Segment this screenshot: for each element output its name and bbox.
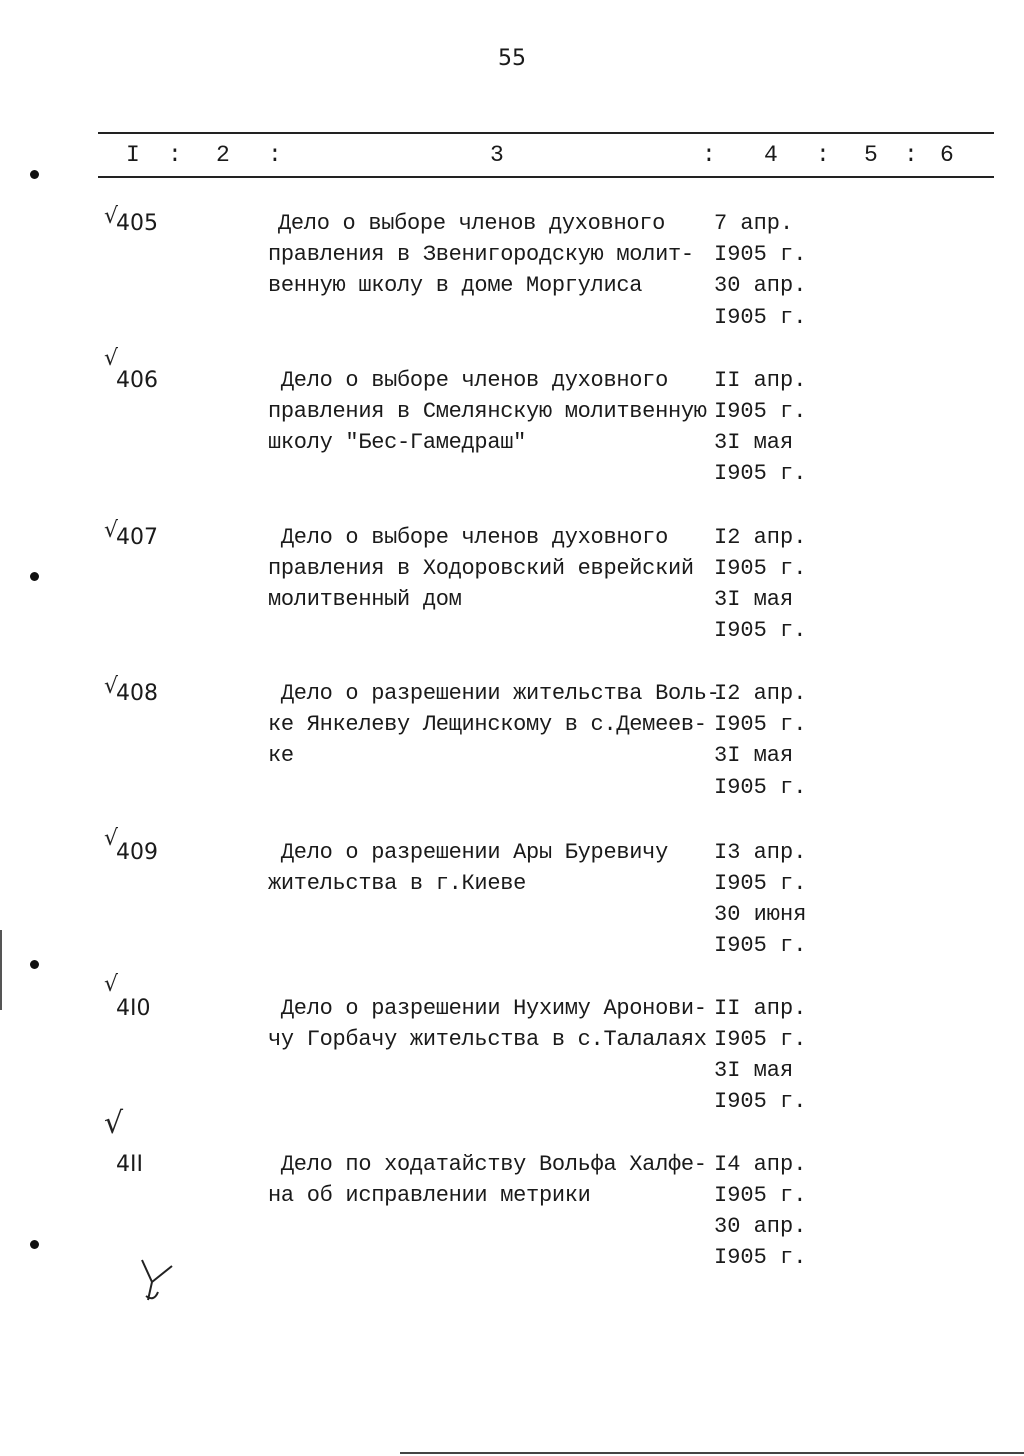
entry-date-line: I905 г. (714, 775, 807, 800)
entry-date-line: 3I мая (714, 587, 794, 612)
page-number: 55 (498, 46, 526, 71)
entry-date-line: I905 г. (714, 461, 807, 486)
entry-title-line: Дело о разрешении Нухиму Аронови- (268, 996, 707, 1021)
entry-date-line: I905 г. (714, 871, 807, 896)
col-header-5: 5 (864, 142, 878, 168)
entry-date-line: I905 г. (714, 1027, 807, 1052)
entry-number: 406 (116, 368, 158, 393)
col-header-4: 4 (764, 142, 778, 168)
entry-title-line: Дело о выборе членов духовного (278, 211, 666, 236)
check-mark-icon: √ (104, 518, 119, 543)
entry-title-line: Дело о разрешении Ары Буревичу (268, 840, 668, 865)
entry-title-line: Дело о выборе членов духовного (268, 368, 668, 393)
entry-title-line: венную школу в доме Моргулиса (268, 273, 643, 298)
entry-date-line: I905 г. (714, 933, 807, 958)
entry-date-line: 3I мая (714, 1058, 794, 1083)
entry-date-line: 30 апр. (714, 273, 807, 298)
col-header-6: 6 (940, 142, 954, 168)
entry-date-line: I905 г. (714, 618, 807, 643)
col-header-sep: : (702, 142, 716, 168)
entry-date-line: 7 апр. (714, 211, 794, 236)
check-mark-icon: √ (104, 346, 119, 371)
check-mark-icon: √ (104, 972, 119, 997)
entry-date-line: I3 апр. (714, 840, 807, 865)
entry-date-line: I905 г. (714, 556, 807, 581)
header-top-rule (98, 132, 994, 134)
entry-date-line: I905 г. (714, 305, 807, 330)
punch-hole-icon (30, 1240, 39, 1249)
check-mark-icon: √ (104, 826, 119, 851)
entry-date-line: I905 г. (714, 242, 807, 267)
entry-title-line: правления в Звенигородскую молит- (268, 242, 694, 267)
entry-number: 407 (116, 525, 158, 550)
check-mark-icon: √ (104, 204, 119, 229)
signature-scribble-icon (138, 1256, 178, 1306)
entry-number: 4I0 (116, 996, 151, 1021)
col-header-2: 2 (216, 142, 230, 168)
entry-title-line: Дело о выборе членов духовного (268, 525, 668, 550)
entry-date-line: 30 июня (714, 902, 807, 927)
entry-date-line: I905 г. (714, 1089, 807, 1114)
entry-title-line: ке (268, 743, 294, 768)
entry-date-line: I2 апр. (714, 681, 807, 706)
entry-date-line: I2 апр. (714, 525, 807, 550)
check-mark-icon: √ (104, 674, 119, 699)
punch-hole-icon (30, 960, 39, 969)
punch-hole-icon (30, 170, 39, 179)
entry-number: 408 (116, 681, 158, 706)
col-header-sep: : (904, 142, 918, 168)
entry-date-line: I905 г. (714, 1245, 807, 1270)
entry-number: 409 (116, 840, 158, 865)
entry-title-line: чу Горбачу жительства в с.Талалаях (268, 1027, 707, 1052)
entry-date-line: I905 г. (714, 399, 807, 424)
col-header-sep: : (816, 142, 830, 168)
col-header-1: I (126, 142, 140, 168)
entry-title-line: ке Янкелеву Лещинскому в с.Демеев- (268, 712, 707, 737)
entry-title-line: школу "Бес-Гамедраш" (268, 430, 527, 455)
check-mark-icon: √ (104, 1106, 124, 1141)
punch-hole-icon (30, 572, 39, 581)
entry-number: 4II (116, 1152, 143, 1177)
entry-date-line: 3I мая (714, 430, 794, 455)
entry-date-line: II апр. (714, 996, 807, 1021)
col-header-sep: : (268, 142, 282, 168)
entry-date-line: I4 апр. (714, 1152, 807, 1177)
entry-title-line: на об исправлении метрики (268, 1183, 591, 1208)
entry-title-line: Дело о разрешении жительства Воль- (268, 681, 720, 706)
entry-title-line: правления в Ходоровский еврейский (268, 556, 694, 581)
entry-date-line: 3I мая (714, 743, 794, 768)
scan-bottom-edge (400, 1452, 1024, 1454)
entry-date-line: I905 г. (714, 1183, 807, 1208)
col-header-sep: : (168, 142, 182, 168)
col-header-3: 3 (490, 142, 504, 168)
entry-date-line: II апр. (714, 368, 807, 393)
scan-edge-line (0, 930, 2, 1010)
header-bottom-rule (98, 176, 994, 178)
entry-title-line: молитвенный дом (268, 587, 462, 612)
entry-title-line: жительства в г.Киеве (268, 871, 527, 896)
entry-number: 405 (116, 211, 158, 236)
entry-title-line: правления в Смелянскую молитвенную (268, 399, 707, 424)
entry-date-line: 30 апр. (714, 1214, 807, 1239)
entry-title-line: Дело по ходатайству Вольфа Халфе- (268, 1152, 707, 1177)
entry-date-line: I905 г. (714, 712, 807, 737)
